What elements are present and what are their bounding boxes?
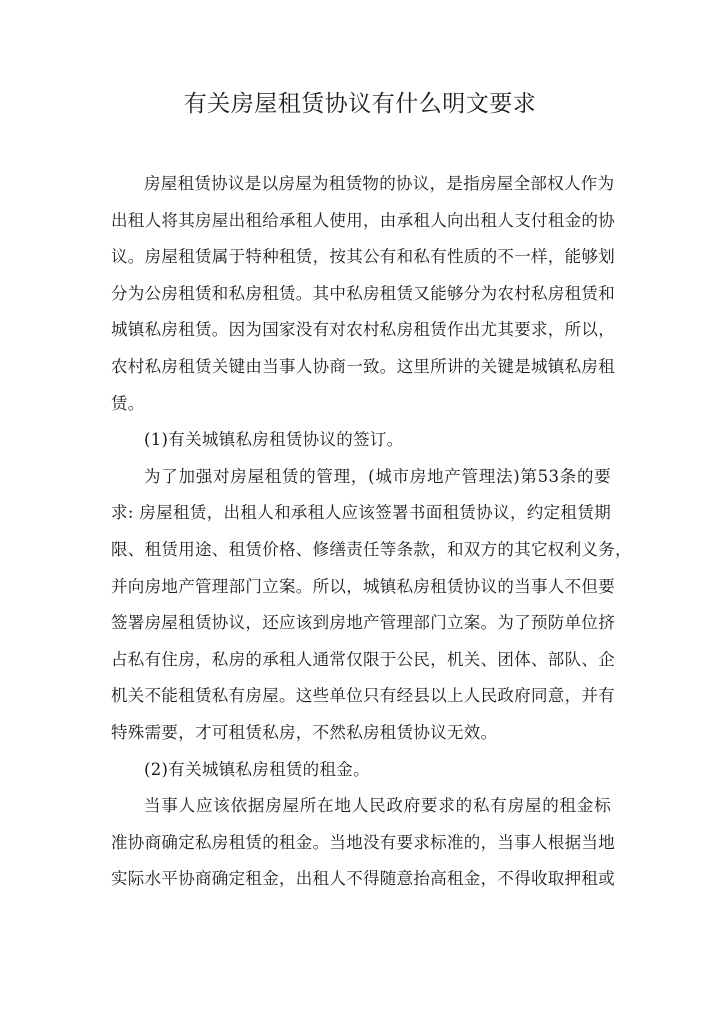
paragraph-3-line-6: 占私有住房，私房的承租人通常仅限于公民，机关、团体、部队、企 [111,649,615,669]
document-title: 有关房屋租赁协议有什么明文要求 [183,91,537,117]
paragraph-3-line-5: 签署房屋租赁协议，还应该到房地产管理部门立案。为了预防单位挤 [111,613,615,633]
paragraph-1-line-4: 分为公房租赁和私房租赁。其中私房租赁又能够分为农村私房租赁和 [111,283,615,303]
paragraph-1-line-2: 出租人将其房屋出租给承租人使用，由承租人向出租人支付租金的协 [111,210,615,230]
document-body [111,166,632,898]
paragraph-1-line-1: 房屋租赁协议是以房屋为租赁物的协议，是指房屋全部权人作为 [144,174,615,193]
paragraph-3-line-1: 为了加强对房屋租赁的管理，(城市房地产管理法)第53条的要 [144,466,611,486]
paragraph-1-line-6: 农村私房租赁关键由当事人协商一致。这里所讲的关键是城镇私房租 [111,356,615,376]
paragraph-2-line-1: (1)有关城镇私房租赁协议的签订。 [144,430,404,450]
paragraph-3-line-8: 特殊需要，才可租赁私房，不然私房租赁协议无效。 [111,722,498,742]
paragraph-1-line-7: 赁。 [111,393,145,413]
paragraph-5-line-1: 当事人应该依据房屋所在地人民政府要求的私有房屋的租金标 [144,796,611,816]
paragraph-3-line-2: 求: 房屋租赁，出租人和承租人应该签署书面租赁协议，约定租赁期 [111,503,611,523]
paragraph-5-line-3: 实际水平协商确定租金，出租人不得随意抬高租金，不得收取押租或 [111,869,615,889]
paragraph-1-line-3: 议。房屋租赁属于特种租赁，按其公有和私有性质的不一样，能够划 [111,247,615,267]
paragraph-1-line-5: 城镇私房租赁。因为国家没有对农村私房租赁作出尤其要求，所以， [111,320,615,340]
paragraph-3-line-7: 机关不能租赁私有房屋。这些单位只有经县以上人民政府同意，并有 [111,686,615,706]
paragraph-4-line-1: (2)有关城镇私房租赁的租金。 [144,759,370,779]
paragraph-3-line-3: 限、租赁用途、租赁价格、修缮责任等条款，和双方的其它权利义务， [111,539,632,559]
paragraph-3-line-4: 并向房地产管理部门立案。所以，城镇私房租赁协议的当事人不但要 [111,576,615,596]
paragraph-5-line-2: 准协商确定私房租赁的租金。当地没有要求标准的，当事人根据当地 [111,832,615,852]
